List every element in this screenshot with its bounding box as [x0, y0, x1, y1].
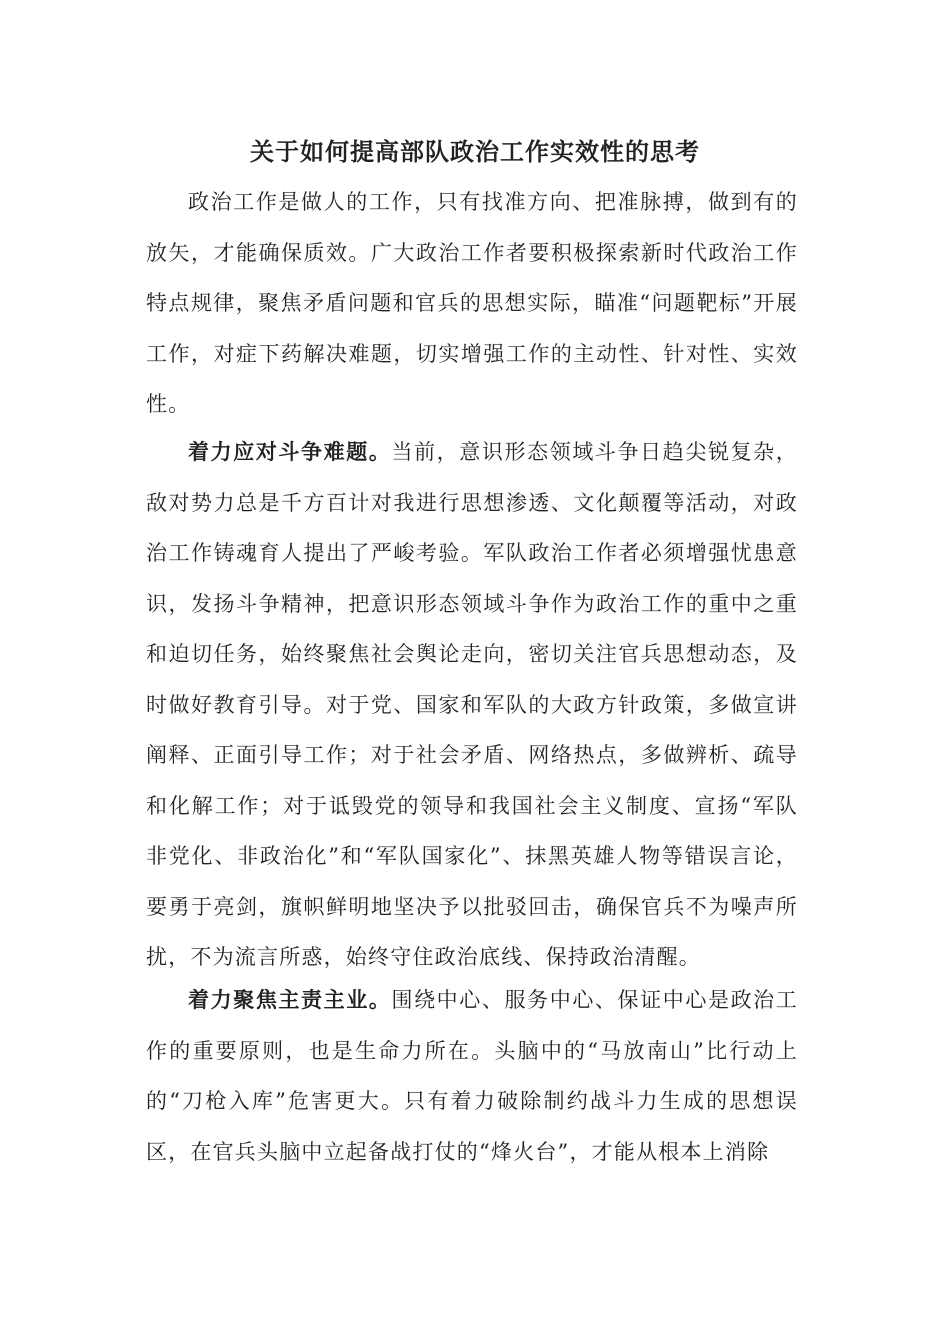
- paragraph-heading: 着力聚焦主责主业。: [188, 987, 392, 1012]
- paragraph-main-duty: [146, 975, 798, 1177]
- document-title: 关于如何提高部队政治工作实效性的思考: [250, 137, 700, 166]
- paragraph-struggle: [146, 427, 798, 983]
- paragraph-intro: [146, 177, 798, 430]
- paragraph-text: 当前，意识形态领域斗争日趋尖锐复杂，敌对势力总是千方百计对我进行思想渗透、文化颠覆等活动，对政治工作铸魂育人提出了严峻考验。军队政治工作者必须增强忧患意识，发扬斗争精神，把意识形态领域斗争作为政治工作的重中之重和迫切任务，始终聚焦社会舆论走向，密切关注官兵思想动态，及时做好教育引导。对于党、国家和军队的大政方针政策，多做宣讲阐释、正面引导工作；对于社会矛盾、网络热点，多做辨析、疏导和化解工作；对于诋毁党的领导和我国社会主义制度、宣扬“军队非党化、非政治化”和“军队国家化”、抹黑英雄人物等错误言论，要勇于亮剑，旗帜鲜明地坚决予以批驳回击，确保官兵不为噪声所扰，不为流言所惑，始终守住政治底线、保持政治清醒。: [146, 440, 798, 969]
- paragraph-text: 政治工作是做人的工作，只有找准方向、把准脉搏，做到有的放矢，才能确保质效。广大政治工作者要积极探索新时代政治工作特点规律，聚焦矛盾问题和官兵的思想实际，瞄准“问题靶标”开展工作，对症下药解决难题，切实增强工作的主动性、针对性、实效性。: [146, 190, 798, 416]
- paragraph-text: 围绕中心、服务中心、保证中心是政治工作的重要原则，也是生命力所在。头脑中的“马放南山”比行动上的“刀枪入库”危害更大。只有着力破除制约战斗力生成的思想误区，在官兵头脑中立起备战打仗的“烽火台”，才能从根本上消除: [146, 988, 798, 1164]
- paragraph-heading: 着力应对斗争难题。: [188, 439, 392, 464]
